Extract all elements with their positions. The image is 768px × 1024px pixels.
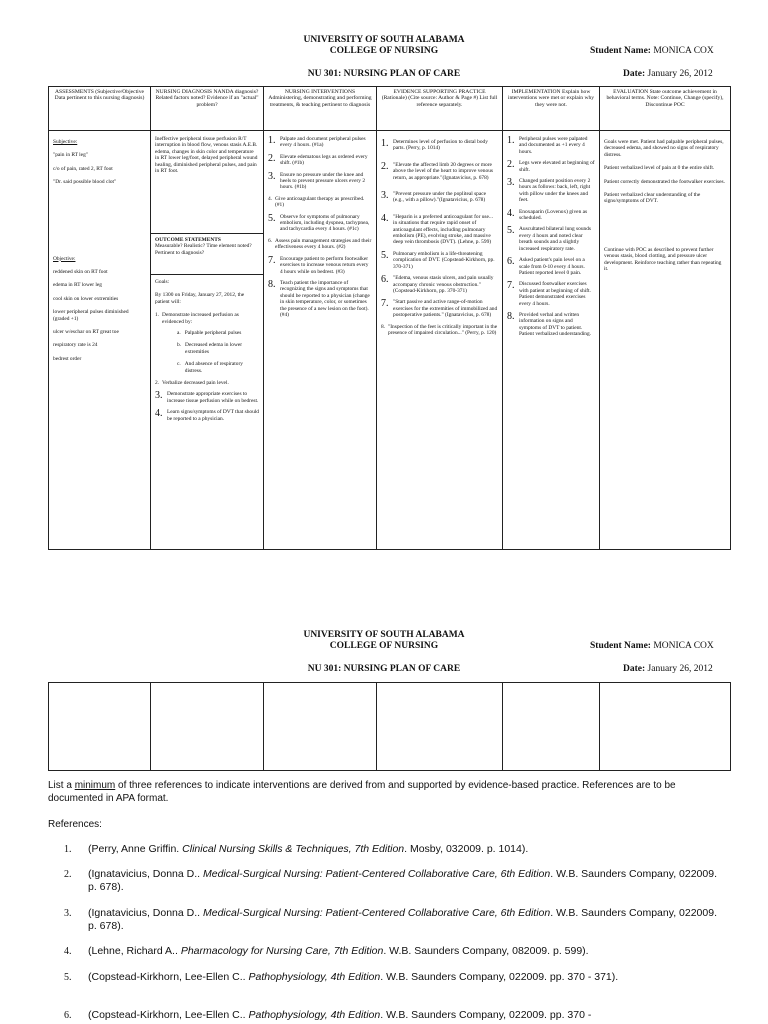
goals-label: Goals: [155, 279, 170, 285]
objective-item: bedrest order [53, 355, 82, 362]
evidence-item: 6. "Edema, venous stasis ulcers, and pain usually accompany chronic venous obstruction." (Copstead-Kirkhorn, pp. 370-371) [381, 275, 498, 294]
reference-number: 2. [64, 869, 72, 880]
reference-item [64, 1009, 724, 1022]
reference-title: Pathophysiology, 4th Edition [248, 971, 381, 983]
evidence-text: "Elevate the affected limb 20 degrees or more above the level of the heart to improve venous return, as appropriate."(Ignatavicius, p. 678) [393, 161, 493, 181]
intervention-text: Teach patient the importance of recognizing the signs and symptoms that should be reported to a physician (change in skin temperature, color, or sometimes the presence of a new lesion on the foot). (#4) [280, 279, 370, 318]
intervention-text: Encourage patient to perform footwalker exercises to increase venous return every 4 hours while on bedrest. (#3) [280, 255, 369, 275]
objective-item: edema in RT lower leg [53, 282, 102, 289]
reference-title: Pathophysiology, 4th Edition [248, 1009, 381, 1021]
header-assessments: ASSESSMENTS (Subjective/Objective Data pertinent to this nursing diagnosis) [49, 87, 151, 131]
references-instructions [48, 779, 728, 805]
objective-item: respiratory rate is 24 [53, 342, 98, 349]
goal-sub-item: c. And absence of respiratory distress. [177, 361, 259, 374]
evaluation-text: Patient verbalized level of pain at 0 the entire shift. [604, 165, 715, 172]
instr-minimum: minimum [74, 780, 116, 791]
intervention-text: Give anticoagulant therapy as prescribed. (#1) [275, 195, 365, 209]
student-name-line [590, 46, 714, 56]
objective-item: cool skin on lower extremities [53, 295, 119, 302]
objective-item: ulcer w/eschar on RT great toe [53, 329, 119, 336]
evidence-text: Pulmonary embolism is a life-threatening complication of DVT. (Copstead-Kirkhorn, pp. 370-371) [393, 250, 495, 270]
reference-title: Pharmacology for Nursing Care, 7th Edition [180, 945, 384, 957]
reference-number: 4. [64, 946, 72, 957]
reference-author: (Perry, Anne Griffin. [88, 843, 183, 855]
objective-item: reddened skin on RT foot [53, 269, 108, 276]
empty-cell [377, 683, 503, 771]
empty-cell [49, 683, 151, 771]
intervention-item: 7. Encourage patient to perform footwalker exercises to increase venous return every 4 hours while on bedrest. (#3) [268, 256, 372, 275]
reference-title: Medical-Surgical Nursing: Patient-Centered Collaborative Care, 6th Edition [202, 868, 551, 880]
evidence-text: Determines level of perfusion to distal body parts. (Perry, p. 1014) [393, 139, 488, 152]
evaluation-text: Patient verbalized clear understanding of the signs/symptoms of DVT. [604, 192, 701, 205]
student-label: Student Name: [590, 46, 651, 56]
goal-sub-text: Decreased edema in lower extremities [185, 342, 243, 355]
implementation-text: Changed patient position every 2 hours as follows: back, left, right with pillow under the knees and feet. [519, 178, 591, 204]
university-name: UNIVERSITY OF SOUTH ALABAMA [303, 630, 465, 640]
reference-publisher: . W.B. Saunders Company, 022009. p. 678). [88, 907, 717, 932]
implementation-item: 8. Provided verbal and written information on signs and symptoms of DVT to patient. Patient verbalized understanding. [507, 312, 595, 338]
implementation-cell [503, 131, 600, 550]
reference-number: 1. [64, 844, 72, 855]
implementation-text: Legs were elevated at beginning of shift. [519, 160, 595, 173]
evidence-text: "Heparin is a preferred anticoagulant for use... in situations that require rapid onset of anticoagulant effects, including pulmonary embolism (PE), evolving stroke, and massive deep vein thrombosis (DVT). (Lehne, p. 599) [393, 213, 493, 246]
subjective-item: "Dr. said possible blood clot" [53, 179, 117, 186]
reference-number: 5. [64, 972, 72, 983]
implementation-text: Provided verbal and written information on signs and symptoms of DVT to patient. Patient verbalized understanding. [519, 311, 592, 338]
diagnosis-cell [151, 131, 264, 550]
reference-author: (Ignatavicius, Donna D.. [88, 907, 203, 919]
course-title: NU 301: NURSING PLAN OF CARE [307, 69, 461, 79]
goal-sub-text: And absence of respiratory distress. [184, 361, 243, 374]
goals-intro: By 1300 on Friday, January 27, 2012, the patient will: [155, 292, 245, 305]
implementation-text: Discussed footwalker exercises with patient at beginning of shift. Patient demonstrated exercises every 4 hours. [519, 281, 591, 307]
evidence-text: "Edema, venous stasis ulcers, and pain usually accompany chronic venous obstruction." (Copstead-Kirkhorn, pp. 370-371) [393, 275, 494, 294]
empty-cell [264, 683, 377, 771]
evidence-text: "Start passive and active range-of-motion exercises for the extremities of immobilized and postoperative patients." (Ignatavicius, p. 678) [393, 299, 498, 319]
reference-item [64, 971, 724, 984]
goal-text: Verbalize decreased pain level. [162, 380, 229, 387]
instr-pre: List a [48, 780, 75, 791]
header-evidence: EVIDENCE SUPPORTING PRACTICE (Rationale) (Cite source: Author & Page #) List full reference separately. [377, 87, 503, 131]
reference-item [64, 907, 724, 933]
implementation-text: Auscultated bilateral lung sounds every 4 hours and noted clear breath sounds and a slightly increased respiratory rate. [519, 226, 592, 252]
evaluation-text: Goals were met. Patient had palpable peripheral pulses, decreased edema, and showed no signs of respiratory distress. [604, 139, 724, 158]
evaluation-cell [600, 131, 731, 550]
date-line [623, 664, 713, 674]
references-label: References: [48, 819, 102, 830]
outcome-question: Measurable? Realistic? Time element noted? Pertinent to diagnosis? [155, 243, 252, 256]
college-name: COLLEGE OF NURSING [329, 641, 439, 651]
header-diagnosis: NURSING DIAGNOSIS NANDA diagnosis? Related factors noted? Evidence if an "actual" problem? [151, 87, 264, 131]
header-evaluation: EVALUATION State outcome achievement in behavioral terms. Note: Continue, Change (specify), Discontinue POC [600, 87, 731, 131]
course-title: NU 301: NURSING PLAN OF CARE [307, 664, 461, 674]
implementation-item: 6. Asked patient's pain level on a scale from 0-10 every 4 hours. Patient reported level 0 pain. [507, 257, 595, 276]
evidence-item: 4. "Heparin is a preferred anticoagulant for use... in situations that require rapid onset of anticoagulant effects, including pulmonary embolism (PE), evolving stroke, and massive deep vein thrombosis (DVT). (Lehne, p. 599) [381, 214, 498, 246]
intervention-text: Elevate edematous legs as ordered every shift. (#1b) [280, 153, 368, 167]
student-name: MONICA COX [653, 641, 714, 651]
reference-title: Clinical Nursing Skills & Techniques, 7th Edition [182, 843, 405, 855]
reference-publisher: . W.B. Saunders Company, 022009. p. 678). [88, 868, 717, 893]
reference-item [64, 868, 724, 894]
goal-sub-text: Palpable peripheral pulses [184, 330, 242, 337]
goal-item: 2. Verbalize decreased pain level. [155, 380, 229, 387]
evidence-text: "Prevent pressure under the popliteal space (e.g., with a pillow)."(Ignatavicius, p. 678) [393, 191, 487, 204]
intervention-text: Palpate and document peripheral pulses every 4 hours. (#1a) [280, 136, 366, 149]
outcome-title: OUTCOME STATEMENTS [155, 237, 221, 243]
instr-post: of three references to indicate interventions are derived from and supported by evidence-based practice. References are to be documented in APA format. [48, 780, 676, 804]
goal-sub-item: b. Decreased edema in lower extremities [177, 342, 259, 355]
implementation-text: Enoxaparin (Lovenox) given as scheduled. [519, 208, 588, 222]
intervention-item: 1. Palpate and document peripheral pulses every 4 hours. (#1a) [268, 136, 372, 149]
college-name: COLLEGE OF NURSING [329, 46, 439, 56]
header-interventions: NURSING INTERVENTIONS Administering, demonstrating and performing treatments, & teaching pertinent to diagnosis [264, 87, 377, 131]
reference-publisher: . Mosby, 032009. p. 1014). [404, 843, 529, 855]
date-label: Date: [623, 69, 646, 79]
implementation-item: 5. Auscultated bilateral lung sounds every 4 hours and noted clear breath sounds and a slightly increased respiratory rate. [507, 226, 595, 252]
goal-text: Demonstrate appropriate exercises to increase tissue perfusion while on bedrest. [167, 391, 259, 404]
evaluation-text: Continue with POC as described to prevent further venous stasis, blood clotting, and pressure ulcer development. Reinforce teaching rather than repeating it. [604, 246, 722, 273]
evidence-item: 7. "Start passive and active range-of-motion exercises for the extremities of immobilized and postoperative patients." (Ignatavicius, p. 678) [381, 298, 498, 319]
intervention-item: 8. Teach patient the importance of recognizing the signs and symptoms that should be reported to a physician (change in skin temperature, color, or sometimes the presence of a new lesion on the foot). (#4) [268, 280, 372, 318]
reference-publisher: . W.B. Saunders Company, 022009. pp. 370 - 371). [380, 971, 619, 983]
reference-item [64, 843, 724, 856]
intervention-text: Ensure no pressure under the knee and heels to prevent pressure ulcers every 2 hours. (#1b) [280, 171, 366, 191]
intervention-item: 3. Ensure no pressure under the knee and heels to prevent pressure ulcers every 2 hours. (#1b) [268, 172, 372, 191]
student-name: MONICA COX [653, 46, 714, 56]
header-implementation: IMPLEMENTATION Explain how interventions were met or explain why they were not. [503, 87, 600, 131]
evaluation-text: Patient correctly demonstrated the footwalker exercises. [604, 178, 725, 185]
reference-number: 6. [64, 1010, 72, 1021]
intervention-item: 5. Observe for symptoms of pulmonary embolism, including dyspnea, tachypnea, and tachycardia every 4 hours. (#1c) [268, 214, 372, 233]
reference-author: (Ignatavicius, Donna D.. [88, 868, 203, 880]
empty-cell [503, 683, 600, 771]
date-value: January 26, 2012 [647, 69, 713, 79]
intervention-text: Assess pain management strategies and their effectiveness every 4 hours. (#2) [275, 237, 372, 251]
implementation-text: Asked patient's pain level on a scale from 0-10 every 4 hours. Patient reported level 0 pain. [519, 257, 585, 276]
empty-plan-grid [48, 682, 731, 771]
objective-label: Objective: [53, 255, 76, 262]
goal-item: 1. Demonstrate increased perfusion as evidenced by: [155, 312, 259, 325]
implementation-text: Peripheral pulses were palpated and documented as +1 every 4 hours. [519, 136, 588, 155]
care-plan-table [48, 86, 731, 550]
empty-cell [600, 683, 731, 771]
evidence-item: 2. "Elevate the affected limb 20 degrees or more above the level of the heart to improve venous return, as appropriate."(Ignatavicius, p. 678) [381, 162, 498, 181]
evidence-item: 8. "Inspection of the feet is critically important in the presence of impaired circulation..." (Perry, p. 120) [381, 323, 498, 336]
implementation-item: 7. Discussed footwalker exercises with patient at beginning of shift. Patient demonstrated exercises every 4 hours. [507, 281, 595, 307]
empty-cell [151, 683, 264, 771]
implementation-item: 4. Enoxaparin (Lovenox) given as scheduled. [507, 209, 595, 222]
reference-number: 3. [64, 908, 72, 919]
intervention-item: 4. Give anticoagulant therapy as prescribed. (#1) [268, 196, 372, 209]
evidence-cell [377, 131, 503, 550]
goal-text: Demonstrate increased perfusion as evidenced by: [162, 312, 239, 325]
reference-author: (Copstead-Kirkhorn, Lee-Ellen C.. [88, 1009, 249, 1021]
goal-sub-item: a. Palpable peripheral pulses [177, 330, 242, 337]
subjective-label: Subjective: [53, 139, 78, 145]
goal-item: 3. Demonstrate appropriate exercises to increase tissue perfusion while on bedrest. [155, 390, 259, 404]
implementation-item: 1. Peripheral pulses were palpated and documented as +1 every 4 hours. [507, 136, 595, 155]
reference-author: (Lehne, Richard A.. [88, 945, 181, 957]
intervention-item: 2. Elevate edematous legs as ordered every shift. (#1b) [268, 154, 372, 167]
implementation-item: 3. Changed patient position every 2 hours as follows: back, left, right with pillow under the knees and feet. [507, 178, 595, 204]
interventions-cell [264, 131, 377, 550]
student-name-line [590, 641, 714, 651]
evidence-text: "Inspection of the feet is critically important in the presence of impaired circulation..." (Perry, p. 120) [388, 323, 498, 336]
evidence-item: 5. Pulmonary embolism is a life-threatening complication of DVT. (Copstead-Kirkhorn, pp. 370-371) [381, 251, 498, 270]
intervention-item: 6. Assess pain management strategies and their effectiveness every 4 hours. (#2) [268, 237, 372, 251]
subjective-item: "pain in RT leg" [53, 152, 88, 159]
nursing-diagnosis-text: Ineffective peripheral tissue perfusion R/T interruption in blood flow, venous stasis A.E.B. edema, changes in skin color and temperature in RT lower leg/foot, delayed peripheral wound healing, diminished peripheral pulses, and pain in RT foot. [151, 131, 263, 234]
reference-item [64, 945, 724, 958]
assessments-cell [49, 131, 151, 550]
date-value: January 26, 2012 [647, 664, 713, 674]
goal-item: 4. Learn signs/symptoms of DVT that should be reported to a physician. [155, 408, 259, 422]
reference-title: Medical-Surgical Nursing: Patient-Centered Collaborative Care, 6th Edition [202, 907, 551, 919]
date-label: Date: [623, 664, 646, 674]
reference-author: (Copstead-Kirkhorn, Lee-Ellen C.. [88, 971, 249, 983]
evidence-item: 3. "Prevent pressure under the popliteal space (e.g., with a pillow)."(Ignatavicius, p. 678) [381, 191, 498, 204]
subjective-item: c/o of pain, rated 2, RT foot [53, 165, 113, 172]
implementation-item: 2. Legs were elevated at beginning of shift. [507, 159, 595, 173]
student-label: Student Name: [590, 641, 651, 651]
intervention-text: Observe for symptoms of pulmonary embolism, including dyspnea, tachypnea, and tachycardia every 4 hours. (#1c) [280, 213, 370, 233]
objective-item: lower peripheral pulses diminished (graded +1) [53, 309, 129, 322]
date-line [623, 69, 713, 79]
reference-publisher: . W.B. Saunders Company, 022009. pp. 370 - [380, 1009, 592, 1021]
university-name: UNIVERSITY OF SOUTH ALABAMA [303, 35, 465, 45]
evidence-item: 1. Determines level of perfusion to distal body parts. (Perry, p. 1014) [381, 139, 498, 152]
reference-publisher: . W.B. Saunders Company, 082009. p. 599). [383, 945, 589, 957]
goal-text: Learn signs/symptoms of DVT that should be reported to a physician. [167, 409, 259, 422]
